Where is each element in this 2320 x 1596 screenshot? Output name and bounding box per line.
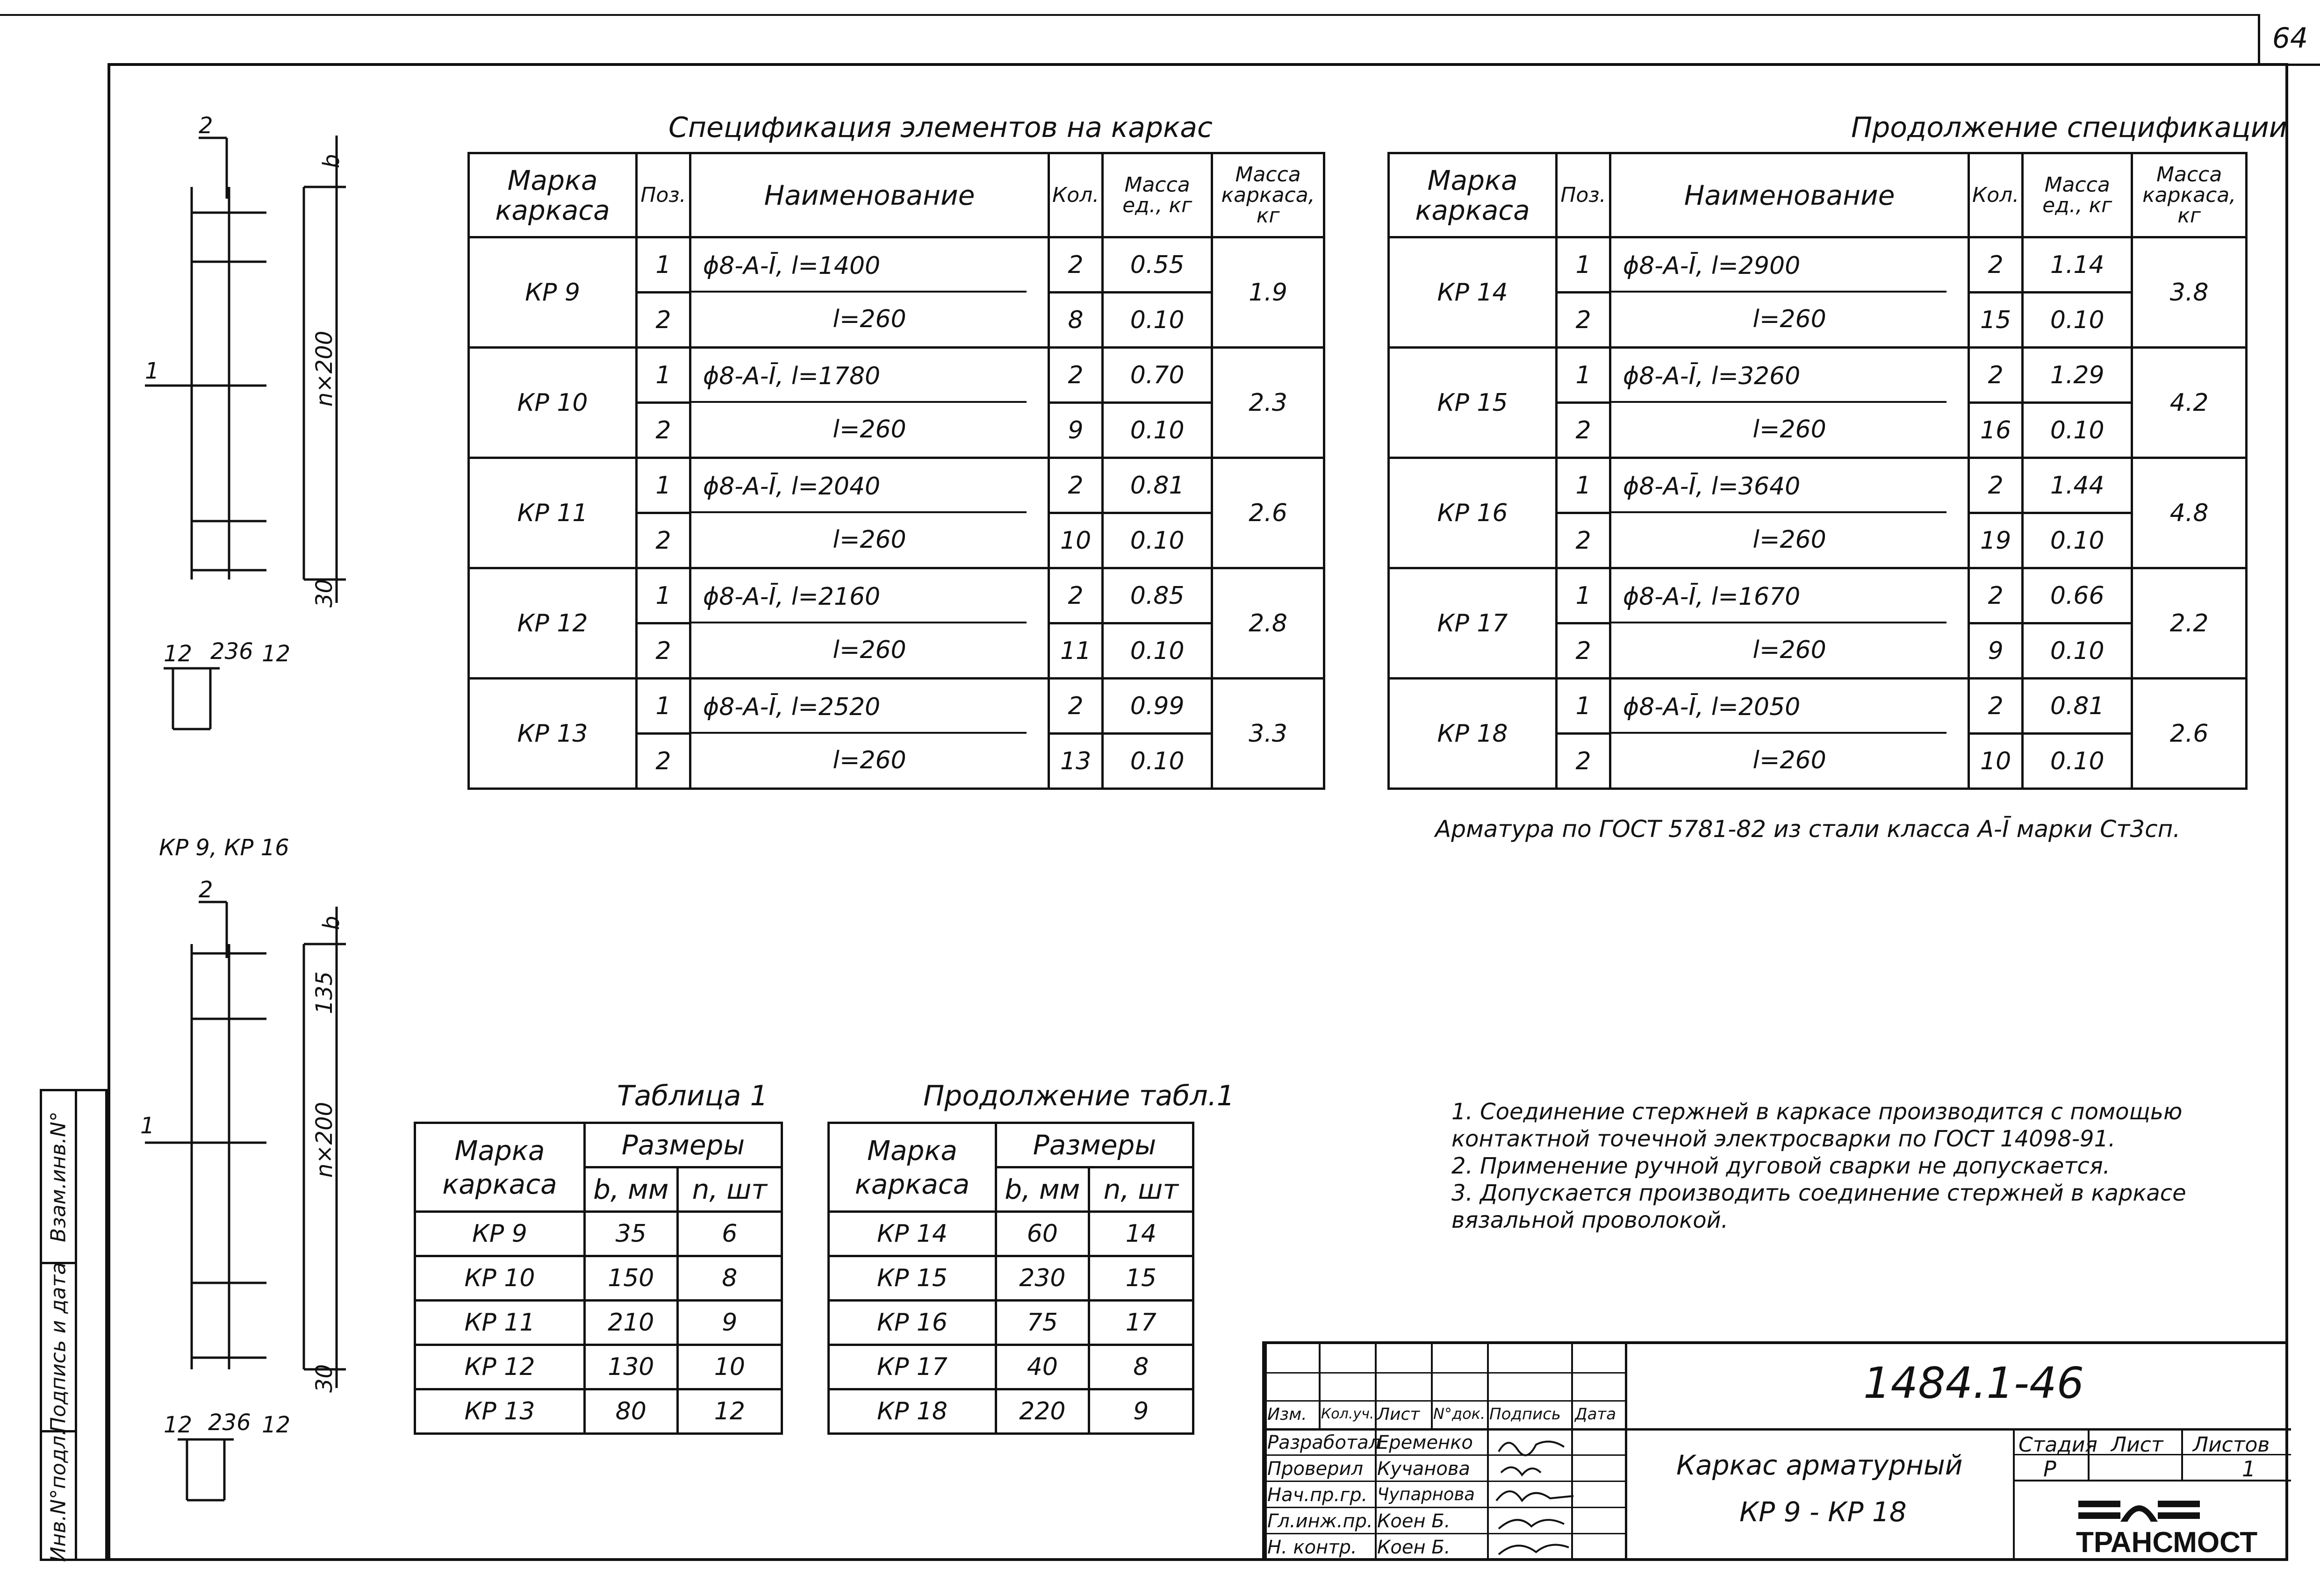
spec-pos: 1 — [1557, 237, 1610, 293]
spec-pos: 2 — [637, 734, 690, 789]
note-line-5: вязальной проволокой. — [1451, 1207, 1729, 1233]
spec-pos: 1 — [1557, 458, 1610, 513]
spec-unit-mass: 0.66 — [2023, 568, 2132, 623]
table1-cont-header-sizes: Размеры — [996, 1123, 1193, 1167]
spec-total-mass: 4.8 — [2132, 458, 2247, 568]
table-row — [829, 1301, 1193, 1345]
spec-pos: 1 — [637, 348, 690, 403]
bottom-dim-mid: 236 — [208, 1410, 251, 1436]
table1-header-sizes: Размеры — [584, 1123, 782, 1167]
spec-left-table — [467, 152, 1325, 790]
spec-unit-mass: 0.10 — [1103, 403, 1212, 458]
spec-left-caption: Спецификация элементов на каркас — [668, 111, 1213, 144]
spec-right-header-mark: Марка каркаса — [1389, 153, 1557, 237]
spec-total-mass: 3.3 — [1212, 679, 1324, 789]
spec-unit-mass: 0.85 — [1103, 568, 1212, 623]
spec-qty: 9 — [1969, 623, 2023, 679]
spec-total-mass: 2.6 — [2132, 679, 2247, 789]
tb-name-5: Коен Б. — [1377, 1537, 1451, 1558]
spec-left-header-name: Наименование — [690, 153, 1049, 237]
spec-qty: 2 — [1049, 568, 1103, 623]
spec-name-length: l=260 — [833, 746, 906, 774]
tb-role-1: Разработал — [1267, 1432, 1381, 1453]
spec-qty: 9 — [1049, 403, 1103, 458]
spec-name-cell — [690, 568, 1049, 679]
spec-name-cell — [690, 679, 1049, 789]
top-label-2: 2 — [199, 113, 213, 139]
spec-row-pos1 — [469, 679, 1324, 734]
side-stamp-signature — [42, 1264, 75, 1432]
spec-row-pos1 — [1389, 679, 2247, 734]
spec-pos: 2 — [1557, 734, 1610, 789]
top-label-1: 1 — [145, 358, 159, 384]
spec-right-header-unit-mass: Масса ед., кг — [2023, 153, 2132, 237]
spec-row-pos1 — [469, 568, 1324, 623]
table-cell: КР 10 — [415, 1256, 585, 1301]
spec-pos: 2 — [1557, 403, 1610, 458]
spec-unit-mass: 0.55 — [1103, 237, 1212, 293]
table-cell: 230 — [996, 1256, 1089, 1301]
spec-right-caption: Продолжение спецификации — [1851, 111, 2287, 144]
spec-unit-mass: 0.70 — [1103, 348, 1212, 403]
table-cell: 130 — [584, 1345, 677, 1389]
spec-total-mass: 3.8 — [2132, 237, 2247, 348]
spec-qty: 2 — [1049, 458, 1103, 513]
table1-caption: Таблица 1 — [617, 1080, 768, 1112]
spec-qty: 19 — [1969, 513, 2023, 568]
table-cell: 15 — [1089, 1256, 1193, 1301]
spec-total-mass: 2.2 — [2132, 568, 2247, 679]
spec-qty: 2 — [1049, 679, 1103, 734]
spec-name-cell — [1610, 348, 1968, 458]
tb-sheet-label: Лист — [2111, 1433, 2163, 1457]
tb-role-2: Проверил — [1267, 1458, 1364, 1480]
spec-pos: 2 — [637, 293, 690, 348]
table1-cont-header-b: b, мм — [996, 1167, 1089, 1212]
title-block — [1262, 1341, 2288, 1561]
tb-header-podpis: Подпись — [1489, 1405, 1561, 1424]
bottom-dim-left: 12 — [164, 1412, 193, 1438]
spec-mark: КР 12 — [469, 568, 637, 679]
spec-pos: 2 — [1557, 293, 1610, 348]
note-line-4: 3. Допускается производить соединение стержней в каркасе — [1451, 1180, 2186, 1206]
bottom-label-30: 30 — [311, 1364, 338, 1393]
spec-unit-mass: 0.10 — [2023, 403, 2132, 458]
table-cell: 40 — [996, 1345, 1089, 1389]
spec-mark: КР 9 — [469, 237, 637, 348]
spec-pos: 2 — [1557, 513, 1610, 568]
spec-row-pos1 — [1389, 237, 2247, 293]
table-row — [829, 1389, 1193, 1434]
spec-name-cell — [1610, 458, 1968, 568]
spec-pos: 1 — [637, 568, 690, 623]
table-row — [829, 1256, 1193, 1301]
top-label-30: 30 — [311, 579, 338, 608]
table-cell: 6 — [677, 1212, 782, 1256]
spec-name-cell — [1610, 568, 1968, 679]
top-dim-mid: 236 — [210, 638, 253, 665]
bottom-label-b: b — [318, 916, 345, 930]
spec-name-length: l=260 — [1753, 305, 1826, 333]
table-cell: 35 — [584, 1212, 677, 1256]
spec-total-mass: 4.2 — [2132, 348, 2247, 458]
table-cell: 60 — [996, 1212, 1089, 1256]
spec-mark: КР 11 — [469, 458, 637, 568]
spec-name-cell — [690, 348, 1049, 458]
spec-qty: 2 — [1969, 348, 2023, 403]
bottom-label-135: 135 — [311, 971, 338, 1014]
top-border-line — [0, 14, 2258, 16]
table-cell: 9 — [1089, 1389, 1193, 1434]
table-cell: КР 14 — [829, 1212, 996, 1256]
spec-unit-mass: 0.10 — [1103, 623, 1212, 679]
spec-unit-mass: 0.81 — [2023, 679, 2132, 734]
spec-mark: КР 18 — [1389, 679, 1557, 789]
spec-right-header-name: Наименование — [1610, 153, 1968, 237]
spec-unit-mass: 0.10 — [1103, 734, 1212, 789]
spec-mark: КР 17 — [1389, 568, 1557, 679]
table-cell: КР 17 — [829, 1345, 996, 1389]
tb-doc-code: 1484.1-46 — [1863, 1358, 2084, 1408]
spec-name-length: l=260 — [1753, 746, 1826, 774]
tb-name-2: Кучанова — [1377, 1458, 1470, 1480]
spec-name-bar: ϕ8-A-Ī, l=2900 — [1611, 239, 1947, 293]
spec-qty: 2 — [1049, 348, 1103, 403]
table-cell: КР 13 — [415, 1389, 585, 1434]
table1-header-b: b, мм — [584, 1167, 677, 1212]
top-caption: КР 9, КР 16 — [159, 835, 289, 861]
spec-qty: 13 — [1049, 734, 1103, 789]
spec-pos: 1 — [1557, 568, 1610, 623]
spec-qty: 2 — [1969, 458, 2023, 513]
spec-row-pos1 — [1389, 458, 2247, 513]
sheet-number-text: 64 — [2272, 22, 2308, 55]
side-stamp — [40, 1089, 108, 1561]
table1-cont-header-mark: Марка каркаса — [829, 1123, 996, 1212]
bottom-label-nx200: n×200 — [311, 1102, 338, 1178]
table-cell: 80 — [584, 1389, 677, 1434]
spec-name-cell — [1610, 679, 1968, 789]
spec-total-mass: 2.6 — [1212, 458, 1324, 568]
spec-row-pos1 — [1389, 348, 2247, 403]
table-cell: КР 11 — [415, 1301, 585, 1345]
tb-header-data: Дата — [1575, 1405, 1616, 1424]
tb-header-koluch: Кол.уч. — [1321, 1406, 1374, 1422]
spec-mark: КР 13 — [469, 679, 637, 789]
spec-name-bar: ϕ8-A-Ī, l=3260 — [1611, 350, 1947, 403]
table-row — [415, 1256, 782, 1301]
spec-qty: 2 — [1969, 568, 2023, 623]
top-dim-left: 12 — [164, 641, 193, 667]
spec-name-bar: ϕ8-A-Ī, l=2160 — [691, 570, 1027, 623]
tb-sheets-label: Листов — [2193, 1433, 2270, 1457]
table-cell: 9 — [677, 1301, 782, 1345]
table-cell: 210 — [584, 1301, 677, 1345]
tb-header-list: Лист — [1377, 1405, 1420, 1424]
tb-name-4: Коен Б. — [1377, 1510, 1451, 1532]
table-cell: 150 — [584, 1256, 677, 1301]
spec-qty: 11 — [1049, 623, 1103, 679]
spec-name-length: l=260 — [1753, 415, 1826, 444]
table-cell: КР 15 — [829, 1256, 996, 1301]
tb-header-izm: Изм. — [1267, 1405, 1307, 1424]
spec-left-header-unit-mass: Масса ед., кг — [1103, 153, 1212, 237]
tb-stage-label: Стадия — [2018, 1433, 2097, 1457]
spec-name-length: l=260 — [833, 415, 906, 444]
notes-block — [1451, 1098, 2186, 1234]
table-cell: 17 — [1089, 1301, 1193, 1345]
spec-row-pos1 — [469, 458, 1324, 513]
spec-name-bar: ϕ8-A-Ī, l=2520 — [691, 680, 1027, 734]
company-logo — [2069, 1487, 2284, 1557]
spec-unit-mass: 0.10 — [1103, 513, 1212, 568]
table-cell: 75 — [996, 1301, 1089, 1345]
spec-qty: 16 — [1969, 403, 2023, 458]
spec-right-header-total-mass: Масса каркаса, кг — [2132, 153, 2247, 237]
spec-unit-mass: 0.10 — [2023, 734, 2132, 789]
spec-qty: 2 — [1969, 679, 2023, 734]
spec-name-bar: ϕ8-A-Ī, l=2050 — [1611, 680, 1947, 734]
spec-pos: 2 — [637, 403, 690, 458]
spec-pos: 2 — [637, 623, 690, 679]
table-row — [415, 1345, 782, 1389]
spec-unit-mass: 1.29 — [2023, 348, 2132, 403]
side-stamp-inventory-text: Инв.N°подл. — [46, 1429, 71, 1562]
table1-header-mark: Марка каркаса — [415, 1123, 585, 1212]
spec-right-note: Арматура по ГОСТ 5781-82 из стали класса A-Ī марки Ст3сп. — [1435, 816, 2181, 843]
spec-qty: 15 — [1969, 293, 2023, 348]
spec-name-length: l=260 — [833, 305, 906, 333]
spec-name-cell — [690, 458, 1049, 568]
signatures — [1489, 1431, 1625, 1561]
tb-role-3: Нач.пр.гр. — [1267, 1484, 1368, 1506]
spec-unit-mass: 0.10 — [2023, 513, 2132, 568]
spec-pos: 1 — [637, 679, 690, 734]
tb-title-line1: Каркас арматурный — [1676, 1449, 1963, 1481]
spec-qty: 2 — [1049, 237, 1103, 293]
spec-unit-mass: 1.14 — [2023, 237, 2132, 293]
side-stamp-divider — [75, 1091, 77, 1559]
spec-mark: КР 15 — [1389, 348, 1557, 458]
bottom-label-2: 2 — [199, 877, 213, 903]
spec-name-bar: ϕ8-A-Ī, l=2040 — [691, 460, 1027, 513]
table-row — [415, 1212, 782, 1256]
tb-role-4: Гл.инж.пр. — [1267, 1510, 1373, 1532]
spec-name-cell — [690, 237, 1049, 348]
note-line-2: контактной точечной электросварки по ГОСТ 14098-91. — [1451, 1126, 2116, 1152]
spec-unit-mass: 0.10 — [1103, 293, 1212, 348]
table-row — [829, 1345, 1193, 1389]
table-row — [415, 1301, 782, 1345]
spec-qty: 8 — [1049, 293, 1103, 348]
spec-pos: 2 — [1557, 623, 1610, 679]
bottom-label-1: 1 — [140, 1113, 155, 1139]
spec-mark: КР 16 — [1389, 458, 1557, 568]
spec-right-header-pos: Поз. — [1557, 153, 1610, 237]
side-stamp-replacement — [42, 1091, 75, 1264]
spec-unit-mass: 0.99 — [1103, 679, 1212, 734]
frame-drawing-bottom — [117, 879, 379, 1510]
table1-cont-header-n: n, шт — [1089, 1167, 1193, 1212]
company-name: ТРАНСМОСТ — [2076, 1526, 2258, 1559]
frame-drawing-top — [117, 107, 379, 861]
table-cell: 220 — [996, 1389, 1089, 1434]
table-cell: КР 18 — [829, 1389, 996, 1434]
spec-unit-mass: 0.10 — [2023, 623, 2132, 679]
spec-unit-mass: 0.81 — [1103, 458, 1212, 513]
spec-left-header-qty: Кол. — [1049, 153, 1103, 237]
spec-qty: 10 — [1969, 734, 2023, 789]
side-stamp-replacement-text: Взам.инв.N° — [46, 1111, 71, 1242]
spec-row-pos1 — [469, 348, 1324, 403]
tb-name-3: Чупарнова — [1377, 1484, 1475, 1504]
spec-name-bar: ϕ8-A-Ī, l=1670 — [1611, 570, 1947, 623]
tb-header-ndok: N°док. — [1433, 1405, 1486, 1423]
spec-qty: 2 — [1969, 237, 2023, 293]
tb-sheets-value: 1 — [2242, 1456, 2256, 1481]
spec-name-length: l=260 — [833, 636, 906, 664]
table1-cont — [827, 1122, 1194, 1435]
spec-name-length: l=260 — [833, 525, 906, 554]
side-stamp-signature-text: Подпись и дата — [46, 1262, 71, 1432]
table-cell: КР 12 — [415, 1345, 585, 1389]
spec-pos: 1 — [637, 458, 690, 513]
note-line-3: 2. Применение ручной дуговой сварки не допускается. — [1451, 1153, 2110, 1179]
spec-mark: КР 10 — [469, 348, 637, 458]
table-cell: 8 — [677, 1256, 782, 1301]
spec-right-table — [1387, 152, 2248, 790]
spec-mark: КР 14 — [1389, 237, 1557, 348]
tb-title-line2: КР 9 - КР 18 — [1739, 1496, 1907, 1528]
note-line-1: 1. Соединение стержней в каркасе производится с помощью — [1451, 1099, 2183, 1125]
table-cell: 8 — [1089, 1345, 1193, 1389]
spec-row-pos1 — [469, 237, 1324, 293]
spec-pos: 1 — [1557, 679, 1610, 734]
top-label-nx200: n×200 — [311, 330, 338, 407]
side-stamp-inventory — [42, 1429, 75, 1562]
tb-role-5: Н. контр. — [1267, 1537, 1357, 1558]
spec-row-pos1 — [1389, 568, 2247, 623]
spec-name-bar: ϕ8-A-Ī, l=3640 — [1611, 460, 1947, 513]
spec-total-mass: 2.3 — [1212, 348, 1324, 458]
top-label-b: b — [318, 154, 345, 168]
table-cell: 12 — [677, 1389, 782, 1434]
spec-total-mass: 1.9 — [1212, 237, 1324, 348]
spec-pos: 1 — [1557, 348, 1610, 403]
tb-name-1: Еременко — [1377, 1432, 1473, 1453]
spec-pos: 1 — [637, 237, 690, 293]
top-dim-right: 12 — [262, 641, 291, 667]
table1 — [414, 1122, 783, 1435]
spec-total-mass: 2.8 — [1212, 568, 1324, 679]
table-cell: КР 16 — [829, 1301, 996, 1345]
spec-left-header-mark: Марка каркаса — [469, 153, 637, 237]
spec-name-length: l=260 — [1753, 525, 1826, 554]
spec-name-length: l=260 — [1753, 636, 1826, 664]
table1-header-n: n, шт — [677, 1167, 782, 1212]
tb-stage-value: Р — [2043, 1456, 2056, 1481]
table1-cont-caption: Продолжение табл.1 — [923, 1080, 1235, 1112]
table-cell: КР 9 — [415, 1212, 585, 1256]
spec-unit-mass: 1.44 — [2023, 458, 2132, 513]
table-cell: 10 — [677, 1345, 782, 1389]
spec-name-bar: ϕ8-A-Ī, l=1780 — [691, 350, 1027, 403]
bottom-dim-right: 12 — [262, 1412, 291, 1438]
spec-name-bar: ϕ8-A-Ī, l=1400 — [691, 239, 1027, 293]
spec-right-header-qty: Кол. — [1969, 153, 2023, 237]
table-row — [829, 1212, 1193, 1256]
spec-left-header-pos: Поз. — [637, 153, 690, 237]
spec-qty: 10 — [1049, 513, 1103, 568]
spec-unit-mass: 0.10 — [2023, 293, 2132, 348]
table-row — [415, 1389, 782, 1434]
spec-pos: 2 — [637, 513, 690, 568]
spec-name-cell — [1610, 237, 1968, 348]
spec-left-header-total-mass: Масса каркаса, кг — [1212, 153, 1324, 237]
table-cell: 14 — [1089, 1212, 1193, 1256]
sheet-number — [2258, 14, 2320, 66]
